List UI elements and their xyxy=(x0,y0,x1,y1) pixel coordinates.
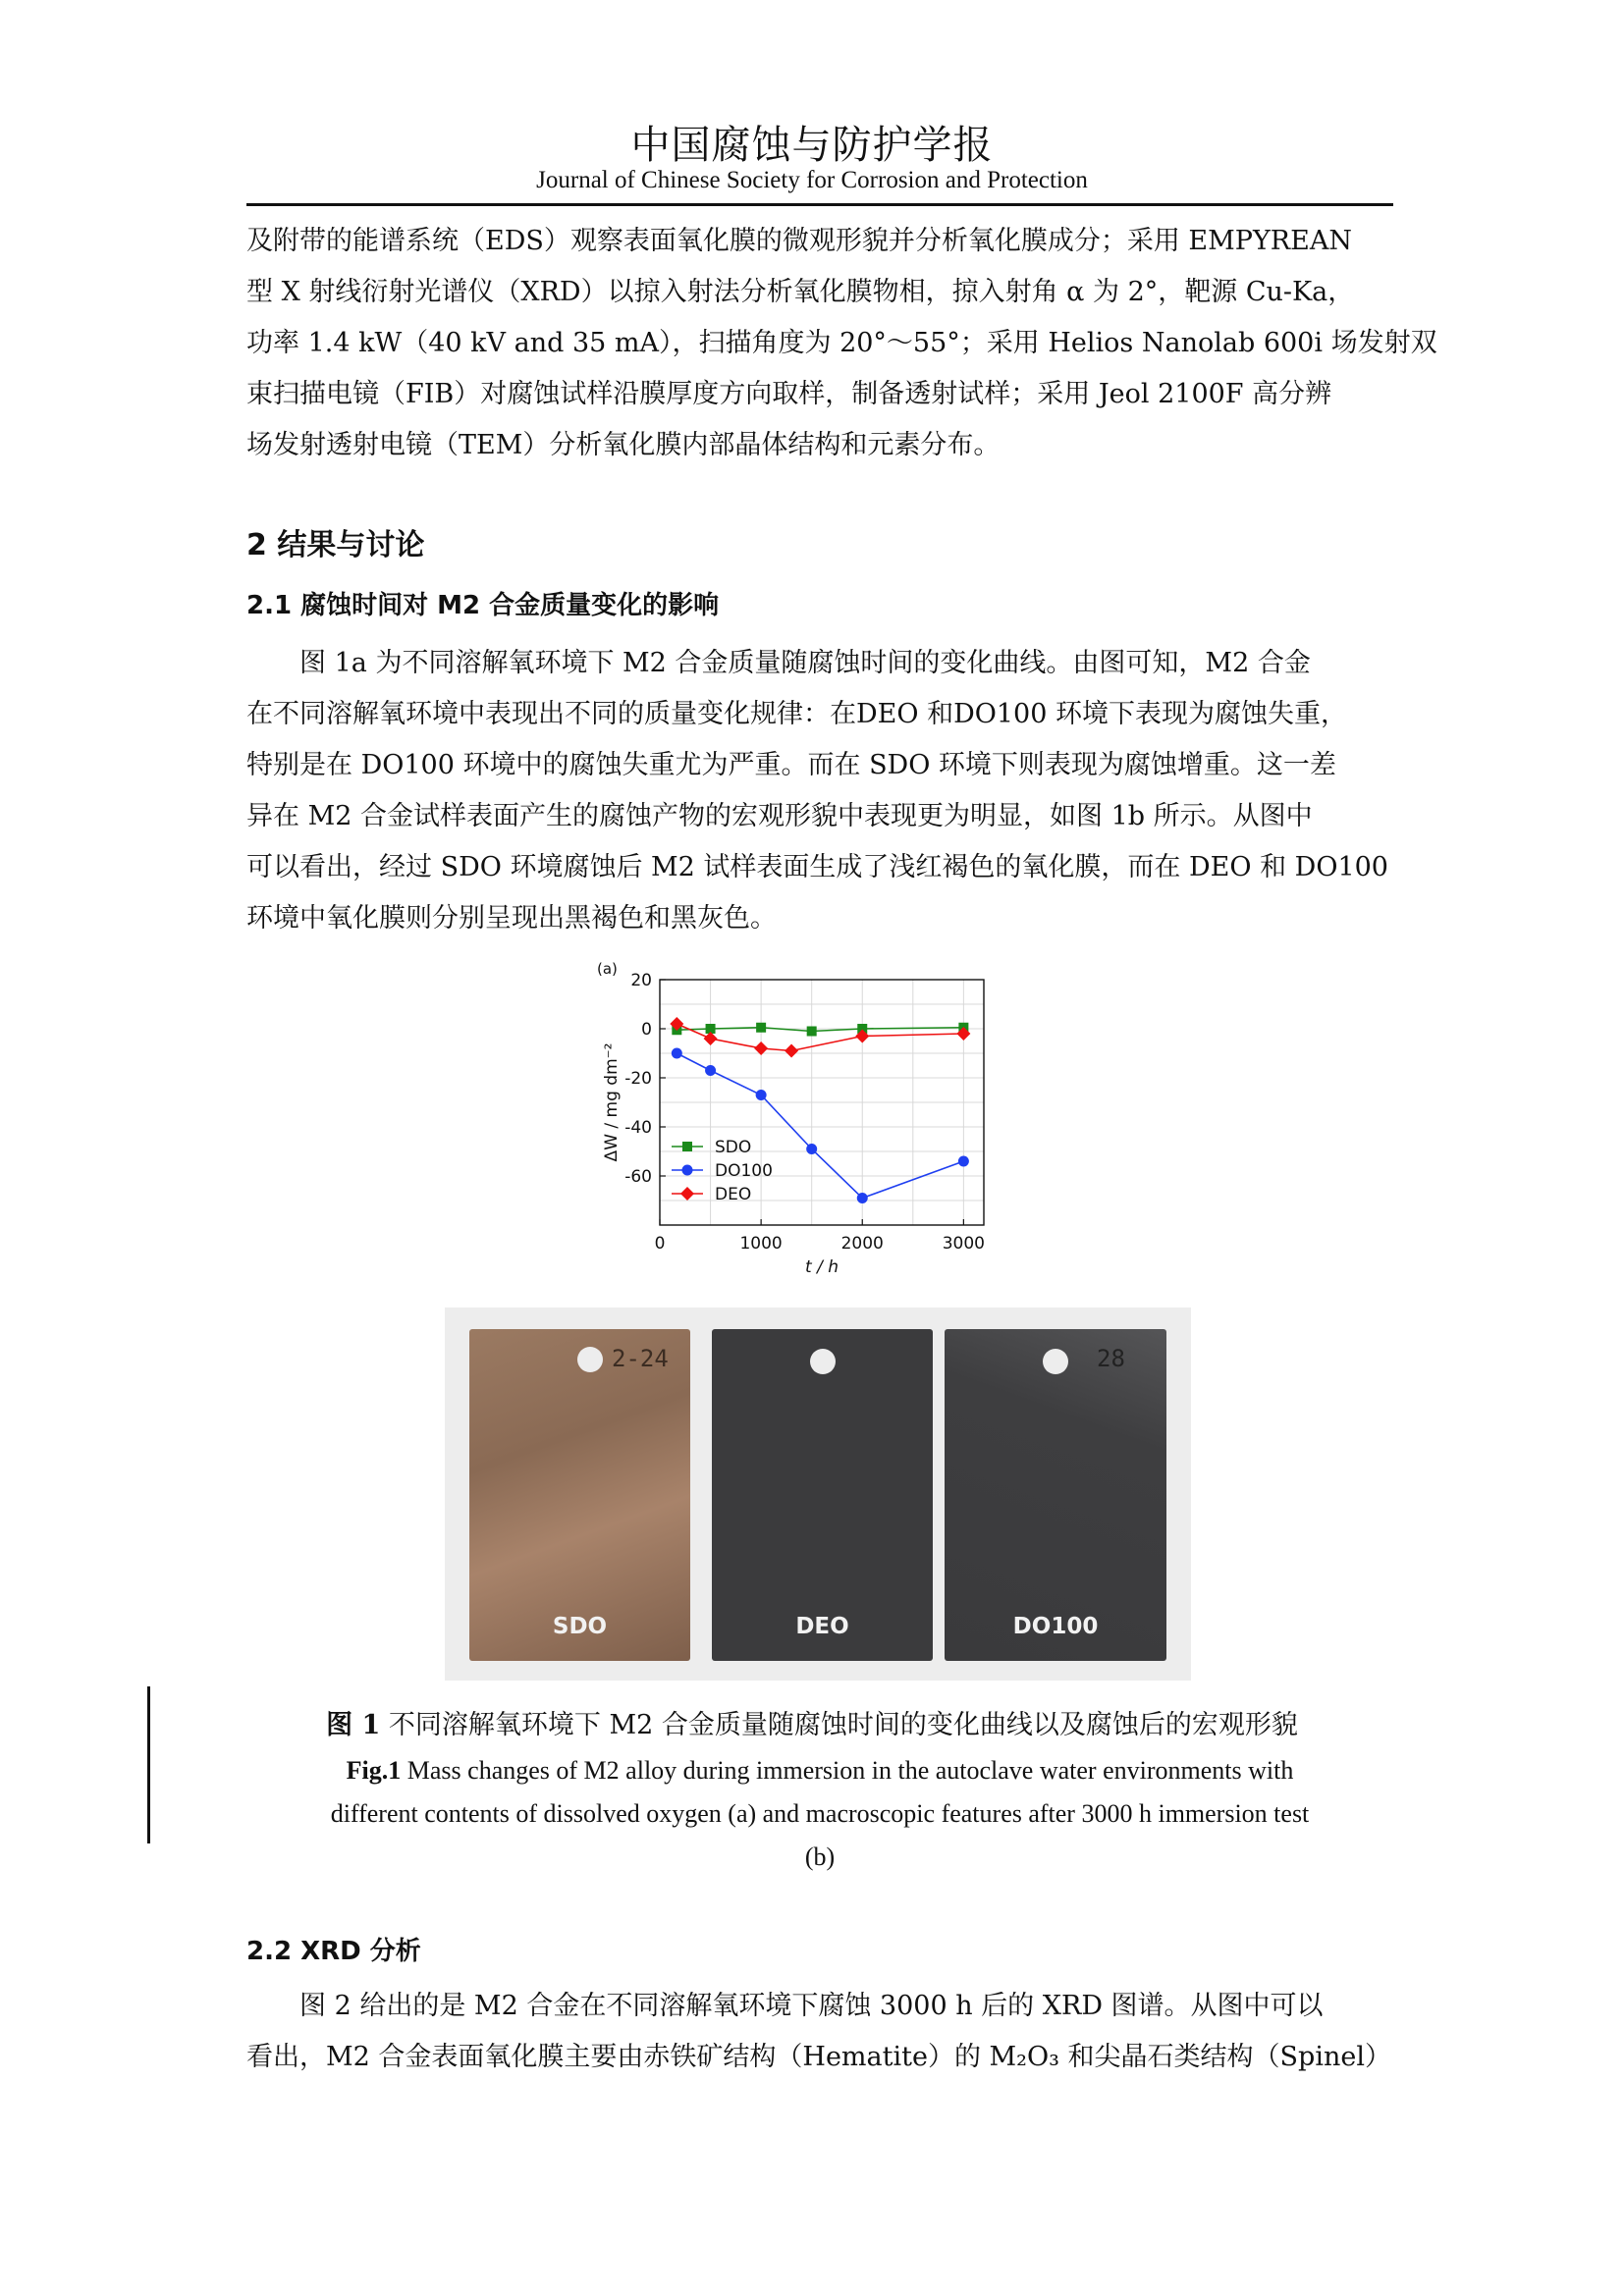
x-tick-label: 1000 xyxy=(739,1234,783,1254)
text-line: 环境中氧化膜则分别呈现出黑褐色和黑灰色。 xyxy=(246,903,777,934)
caption-text-en: Mass changes of M2 alloy during immersion in the autoclave water environments with xyxy=(401,1756,1294,1785)
data-point xyxy=(682,1142,692,1151)
caption-prefix-en: Fig.1 xyxy=(346,1756,402,1785)
plate-number: 2-24 xyxy=(612,1345,669,1372)
figure-caption-cn xyxy=(0,1703,1624,1741)
mass-change-chart xyxy=(579,962,1031,1286)
text-line: 可以看出，经过 SDO 环境腐蚀后 M2 试样表面生成了浅红褐色的氧化膜，而在 DEO 和 DO100 xyxy=(246,852,1388,882)
caption-prefix-cn: 图 1 xyxy=(326,1710,381,1740)
caption-line: (b) xyxy=(804,1842,836,1871)
data-point xyxy=(682,1165,693,1176)
y-axis-label: ΔW / mg dm⁻² xyxy=(602,1042,622,1162)
legend-label: DEO xyxy=(715,1185,752,1204)
plate-label: SDO xyxy=(552,1614,608,1639)
text-line: 图 2 给出的是 M2 合金在不同溶解氧环境下腐蚀 3000 h 后的 XRD 图谱。从图中可以 xyxy=(299,1991,1324,2021)
plate-sdo xyxy=(469,1329,690,1661)
text-line: 束扫描电镜（FIB）对腐蚀试样沿膜厚度方向取样，制备透射试样；采用 Jeol 2100F 高分辨 xyxy=(246,379,1332,409)
text-line: 图 1a 为不同溶解氧环境下 M2 合金质量随腐蚀时间的变化曲线。由图可知，M2 合金 xyxy=(299,648,1311,678)
caption-line xyxy=(246,1749,1393,1792)
text-line: 特别是在 DO100 环境中的腐蚀失重尤为严重。而在 SDO 环境下则表现为腐蚀增重。这一差 xyxy=(246,750,1336,780)
figure-caption-en xyxy=(246,1749,1393,1879)
text-line: 异在 M2 合金试样表面产生的腐蚀产物的宏观形貌中表现更为明显，如图 1b 所示。从图中 xyxy=(246,801,1313,831)
text-line: 功率 1.4 kW（40 kV and 35 mA），扫描角度为 20°～55°；采用 Helios Nanolab 600i 场发射双 xyxy=(246,328,1437,358)
section-2-1-paragraph xyxy=(246,638,1393,944)
chart-panel-label: (a) xyxy=(597,962,618,978)
text-line: 在不同溶解氧环境中表现出不同的质量变化规律：在DEO 和DO100 环境下表现为腐蚀失重， xyxy=(246,699,1347,729)
section-2-2-paragraph xyxy=(246,1981,1393,2083)
journal-title-en: Journal of Chinese Society for Corrosion and Protection xyxy=(536,167,1088,193)
legend-label: SDO xyxy=(715,1138,752,1157)
text-line: 场发射透射电镜（TEM）分析氧化膜内部晶体结构和元素分布。 xyxy=(246,430,1001,460)
y-tick-label: 20 xyxy=(630,971,652,990)
legend-label: DO100 xyxy=(715,1161,773,1181)
plate-do100 xyxy=(945,1329,1166,1661)
mass-change-chart-svg xyxy=(579,962,1031,1286)
caption-line: different contents of dissolved oxygen (a) and macroscopic features after 3000 h immersion test xyxy=(330,1799,1310,1828)
text-line: 型 X 射线衍射光谱仪（XRD）以掠入射法分析氧化膜物相，掠入射角 α 为 2°，靶源 Cu-Ka， xyxy=(246,277,1355,307)
plate-deo xyxy=(712,1329,933,1661)
text-line: 看出，M2 合金表面氧化膜主要由赤铁矿结构（Hematite）的 M₂O₃ 和尖晶石类结构（Spinel） xyxy=(246,2042,1391,2072)
y-tick-label: -60 xyxy=(624,1167,652,1187)
journal-title-cn: 中国腐蚀与防护学报 xyxy=(630,123,994,168)
data-point xyxy=(857,1193,868,1203)
plate-label: DEO xyxy=(795,1614,849,1639)
section-heading-2: 2 结果与讨论 xyxy=(246,528,425,562)
data-point xyxy=(705,1065,716,1076)
plate-number: 28 xyxy=(1097,1345,1125,1372)
y-tick-label: -40 xyxy=(624,1118,652,1138)
data-point xyxy=(756,1023,766,1033)
plate-hole xyxy=(1043,1349,1068,1374)
data-point xyxy=(958,1156,969,1167)
x-tick-label: 3000 xyxy=(942,1234,986,1254)
intro-paragraph xyxy=(246,216,1437,471)
x-tick-label: 2000 xyxy=(840,1234,884,1254)
data-point xyxy=(807,1027,817,1037)
y-tick-label: 0 xyxy=(641,1020,652,1040)
y-tick-label: -20 xyxy=(624,1069,652,1089)
data-point xyxy=(756,1090,767,1100)
caption-text-cn: 不同溶解氧环境下 M2 合金质量随腐蚀时间的变化曲线以及腐蚀后的宏观形貌 xyxy=(380,1710,1298,1740)
x-tick-label: 0 xyxy=(654,1234,666,1254)
data-point xyxy=(672,1048,682,1059)
data-point xyxy=(806,1144,817,1154)
text-line: 及附带的能谱系统（EDS）观察表面氧化膜的微观形貌并分析氧化膜成分；采用 EMPYREAN xyxy=(246,226,1352,256)
plate-hole xyxy=(810,1349,836,1374)
plate-label: DO100 xyxy=(1012,1614,1099,1639)
x-axis-label: t / h xyxy=(805,1257,839,1277)
plate-hole xyxy=(577,1347,603,1372)
specimen-photo xyxy=(445,1308,1191,1681)
section-heading-2-2: 2.2 XRD 分析 xyxy=(246,1937,421,1966)
header-rule xyxy=(246,203,1393,206)
section-heading-2-1: 2.1 腐蚀时间对 M2 合金质量变化的影响 xyxy=(246,591,720,620)
